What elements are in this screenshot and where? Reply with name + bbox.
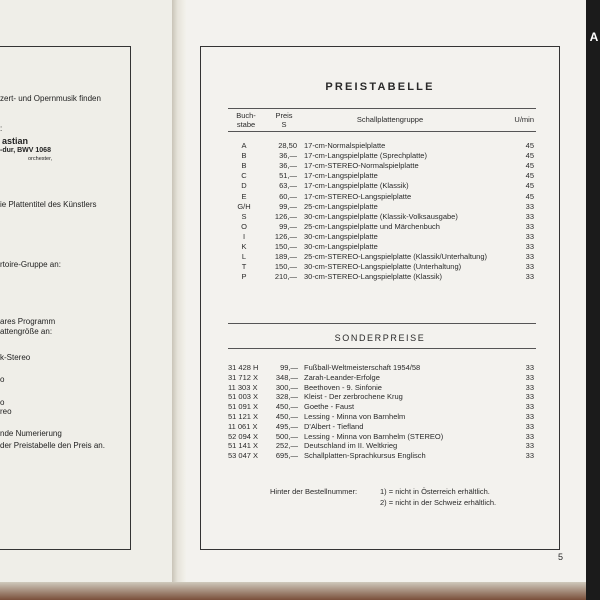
special-price: 500,— <box>275 431 298 441</box>
price-value: 189,— <box>274 252 297 262</box>
edge-tab: A <box>589 30 599 44</box>
record-group: 17-cm-Langspielplatte (Sprechplatte) <box>304 151 427 161</box>
special-header-rule <box>228 348 536 349</box>
special-row <box>228 363 536 373</box>
left-text-line: der Preistabelle den Preis an. <box>0 441 105 450</box>
special-row <box>228 441 536 451</box>
special-price: 99,— <box>280 363 298 372</box>
speed-value: 33 <box>525 431 534 441</box>
special-title: D'Albert - Tiefland <box>304 421 364 431</box>
speed-value: 33 <box>525 441 534 451</box>
record-group: 25-cm-Langspielplatte <box>304 201 378 211</box>
price-row <box>228 252 536 262</box>
price-value: 99,— <box>279 201 297 211</box>
speed-value: 45 <box>525 191 534 201</box>
speed-value: 33 <box>525 412 534 421</box>
price-row <box>228 212 536 222</box>
special-prices-title: SONDERPREISE <box>334 333 426 343</box>
speed-value: 33 <box>525 201 534 211</box>
footnote-intro: Hinter der Bestellnummer: <box>270 487 358 496</box>
special-title: Fußball-Weltmeisterschaft 1954/58 <box>304 363 421 372</box>
left-text-line: ares Programm <box>0 317 56 326</box>
left-text-line: -dur, BWV 1068 <box>0 147 51 154</box>
price-value: 126,— <box>274 231 297 241</box>
price-row <box>228 171 536 181</box>
special-row <box>228 383 536 393</box>
speed-value: 45 <box>525 171 534 181</box>
price-letter: L <box>241 252 247 262</box>
price-value: 210,— <box>274 272 297 282</box>
price-letter: S <box>241 211 247 221</box>
special-title: Beethoven - 9. Sinfonie <box>304 382 382 392</box>
special-row <box>228 422 536 432</box>
speed-value: 45 <box>525 141 534 150</box>
price-value: 150,— <box>274 242 297 251</box>
price-row <box>228 141 536 151</box>
order-number: 31 712 X <box>228 372 259 382</box>
price-letter: P <box>241 272 247 282</box>
special-price: 252,— <box>275 441 298 451</box>
left-text-line: zert- und Opernmusik finden <box>0 94 101 103</box>
price-table-frame <box>200 46 560 550</box>
record-group: 25-cm-Langspielplatte und Märchenbuch <box>304 221 440 231</box>
price-row <box>228 202 536 212</box>
price-value: 36,— <box>279 161 297 171</box>
page-number: 5 <box>558 552 564 562</box>
table-header-rule <box>228 131 536 132</box>
record-group: 17-cm-Langspielplatte (Klassik) <box>304 181 409 191</box>
order-number: 51 003 X <box>228 392 259 402</box>
left-text-line: o <box>0 375 5 384</box>
speed-value: 33 <box>525 451 534 461</box>
price-row <box>228 242 536 252</box>
price-letter: B <box>241 161 247 171</box>
price-row <box>228 272 536 282</box>
record-group: 17-cm-Normalspielplatte <box>304 141 386 150</box>
price-letter: C <box>241 171 247 181</box>
order-number: 31 428 H <box>228 363 259 372</box>
left-text-line: o <box>0 398 5 407</box>
bottom-edge <box>0 582 586 600</box>
special-price: 495,— <box>275 421 298 431</box>
speed-value: 33 <box>525 272 534 282</box>
header-speed: U/min <box>514 115 534 124</box>
price-row <box>228 222 536 232</box>
price-value: 28,50 <box>278 141 297 150</box>
special-title: Zarah-Leander-Erfolge <box>304 372 380 382</box>
special-row <box>228 402 536 412</box>
left-text-line: astian <box>2 136 29 146</box>
left-text-line: orchester, <box>28 156 53 162</box>
speed-value: 45 <box>525 161 534 171</box>
edge-strip <box>586 0 600 600</box>
special-title: Deutschland im II. Weltkrieg <box>304 441 398 451</box>
special-title: Kleist - Der zerbrochene Krug <box>304 392 403 402</box>
order-number: 11 061 X <box>228 421 258 431</box>
record-group: 30-cm-STEREO-Langspielplatte (Unterhaltung) <box>304 262 462 272</box>
speed-value: 33 <box>525 242 534 251</box>
record-group: 30-cm-STEREO-Langspielplatte (Klassik) <box>304 272 442 282</box>
header-price: Preis S <box>275 111 293 129</box>
price-value: 60,— <box>279 191 297 201</box>
special-top-rule <box>228 323 536 324</box>
speed-value: 33 <box>525 221 534 231</box>
speed-value: 33 <box>525 372 534 382</box>
price-letter: K <box>241 242 247 251</box>
price-row <box>228 161 536 171</box>
left-page <box>0 0 172 600</box>
speed-value: 33 <box>525 252 534 262</box>
speed-value: 33 <box>525 363 534 372</box>
footnote-austria: 1) = nicht in Österreich erhältlich. <box>380 487 490 496</box>
footnote-switzerland: 2) = nicht in der Schweiz erhältlich. <box>380 498 497 507</box>
record-group: 17-cm-STEREO-Langspielplatte <box>304 191 412 201</box>
price-row <box>228 181 536 191</box>
order-number: 11 303 X <box>228 382 258 392</box>
order-number: 52 094 X <box>228 431 259 441</box>
order-number: 51 091 X <box>228 402 259 412</box>
special-price: 300,— <box>275 382 298 392</box>
left-page-frame <box>0 46 131 550</box>
left-text-line: reo <box>0 407 12 416</box>
special-title: Schallplatten-Sprachkursus Englisch <box>304 451 426 461</box>
record-group: 17-cm-STEREO-Normalspielplatte <box>304 161 419 171</box>
price-letter: O <box>241 221 247 231</box>
price-row <box>228 192 536 202</box>
left-text-line: attengröße an: <box>0 327 53 336</box>
special-price: 328,— <box>275 392 298 402</box>
price-value: 63,— <box>279 181 297 191</box>
special-row <box>228 451 536 461</box>
speed-value: 45 <box>525 151 534 161</box>
order-number: 51 141 X <box>228 441 259 451</box>
price-value: 99,— <box>279 221 297 231</box>
table-top-rule <box>228 108 536 109</box>
special-price: 450,— <box>275 402 298 412</box>
special-row <box>228 392 536 402</box>
speed-value: 33 <box>525 231 534 241</box>
order-number: 53 047 X <box>228 451 259 461</box>
speed-value: 33 <box>525 402 534 412</box>
record-group: 30-cm-Langspielplatte (Klassik-Volksausgabe) <box>304 211 458 221</box>
speed-value: 33 <box>525 421 534 431</box>
price-letter: I <box>242 231 246 241</box>
special-price: 695,— <box>275 451 298 461</box>
price-letter: T <box>241 262 247 272</box>
price-letter: B <box>241 151 247 161</box>
left-text-line: : <box>0 124 3 133</box>
price-row <box>228 151 536 161</box>
special-row <box>228 432 536 442</box>
header-group: Schallplattengruppe <box>356 115 424 124</box>
price-letter: A <box>241 141 247 150</box>
special-price: 450,— <box>275 412 298 421</box>
price-row <box>228 232 536 242</box>
record-group: 30-cm-Langspielplatte <box>304 242 378 251</box>
price-letter: D <box>241 181 247 191</box>
price-letter: G/H <box>237 201 251 211</box>
speed-value: 33 <box>525 211 534 221</box>
record-group: 17-cm-Langspielplatte <box>304 171 378 181</box>
speed-value: 45 <box>525 181 534 191</box>
special-title: Goethe - Faust <box>304 402 355 412</box>
price-value: 150,— <box>274 262 297 272</box>
speed-value: 33 <box>525 392 534 402</box>
special-title: Lessing - Minna von Barnhelm <box>304 412 406 421</box>
left-text-line: rtoire-Gruppe an: <box>0 260 61 269</box>
record-group: 25-cm-STEREO-Langspielplatte (Klassik/Unterhaltung) <box>304 252 487 262</box>
record-group: 30-cm-Langspielplatte <box>304 231 378 241</box>
speed-value: 33 <box>525 382 534 392</box>
special-row <box>228 373 536 383</box>
left-text-line: k-Stereo <box>0 353 31 362</box>
right-page <box>186 0 586 600</box>
price-table-title: PREISTABELLE <box>325 81 435 93</box>
price-value: 126,— <box>274 211 297 221</box>
price-value: 51,— <box>279 171 297 181</box>
header-letter: Buch- stabe <box>236 111 256 129</box>
special-title: Lessing - Minna von Barnhelm (STEREO) <box>304 431 444 441</box>
special-row <box>228 412 536 422</box>
book-spine <box>172 0 186 600</box>
price-row <box>228 262 536 272</box>
left-text-line: ie Plattentitel des Künstlers <box>0 200 97 209</box>
price-value: 36,— <box>279 151 297 161</box>
speed-value: 33 <box>525 262 534 272</box>
left-text-line: nde Numerierung <box>0 429 62 438</box>
order-number: 51 121 X <box>228 412 259 421</box>
price-letter: E <box>241 191 247 201</box>
special-price: 348,— <box>275 372 298 382</box>
